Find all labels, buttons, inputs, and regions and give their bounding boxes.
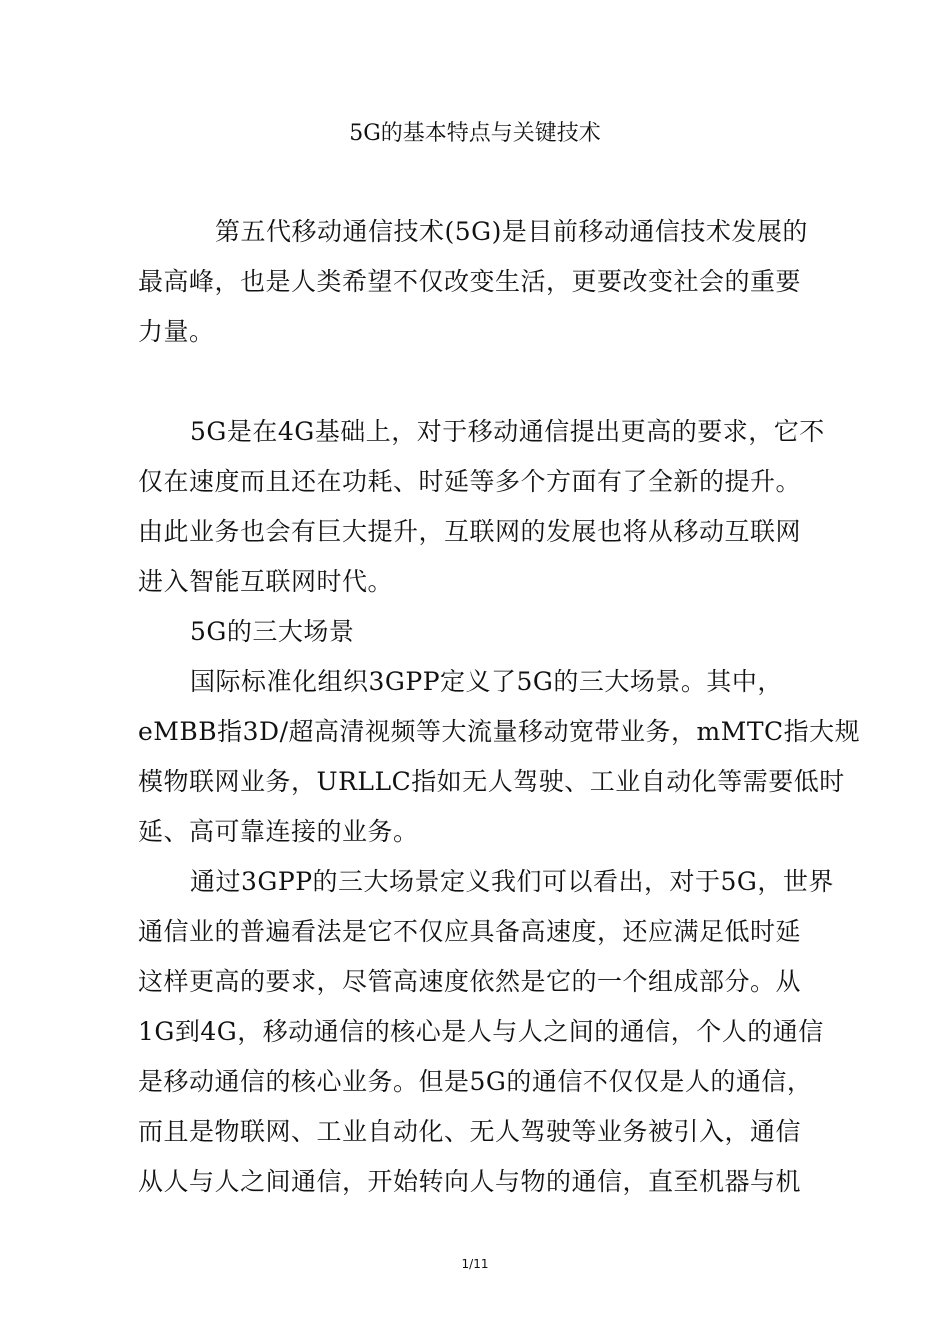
text-line: 第五代移动通信技术(5G)是目前移动通信技术发展的	[215, 217, 808, 246]
text-line: 仅在速度而且还在功耗、时延等多个方面有了全新的提升。	[138, 467, 802, 496]
page-title: 5G的基本特点与关键技术	[349, 121, 601, 146]
text-line: 进入智能互联网时代。	[138, 567, 394, 596]
text-line: 力量。	[138, 317, 215, 346]
text-line: 国际标准化组织3GPP定义了5G的三大场景。其中，	[190, 667, 783, 696]
text-line: 通过3GPP的三大场景定义我们可以看出，对于5G，世界	[190, 867, 834, 896]
section-heading: 5G的三大场景	[190, 617, 355, 646]
text-line: 延、高可靠连接的业务。	[138, 817, 419, 846]
text-line: 而且是物联网、工业自动化、无人驾驶等业务被引入，通信	[138, 1117, 802, 1146]
text-line: 5G是在4G基础上，对于移动通信提出更高的要求，它不	[190, 417, 825, 446]
text-line: 是移动通信的核心业务。但是5G的通信不仅仅是人的通信，	[138, 1067, 813, 1096]
text-line: 最高峰，也是人类希望不仅改变生活，更要改变社会的重要	[138, 267, 802, 296]
text-line: 这样更高的要求，尽管高速度依然是它的一个组成部分。从	[138, 967, 802, 996]
text-line: 模物联网业务，URLLC指如无人驾驶、工业自动化等需要低时	[138, 767, 845, 796]
text-line: 从人与人之间通信，开始转向人与物的通信，直至机器与机	[138, 1167, 802, 1196]
text-line: eMBB指3D/超高清视频等大流量移动宽带业务，mMTC指大规	[138, 717, 861, 746]
page-number: 1/11	[461, 1257, 489, 1271]
text-line: 通信业的普遍看法是它不仅应具备高速度，还应满足低时延	[138, 917, 802, 946]
text-line: 1G到4G，移动通信的核心是人与人之间的通信，个人的通信	[138, 1017, 824, 1046]
text-line: 由此业务也会有巨大提升，互联网的发展也将从移动互联网	[138, 517, 802, 546]
